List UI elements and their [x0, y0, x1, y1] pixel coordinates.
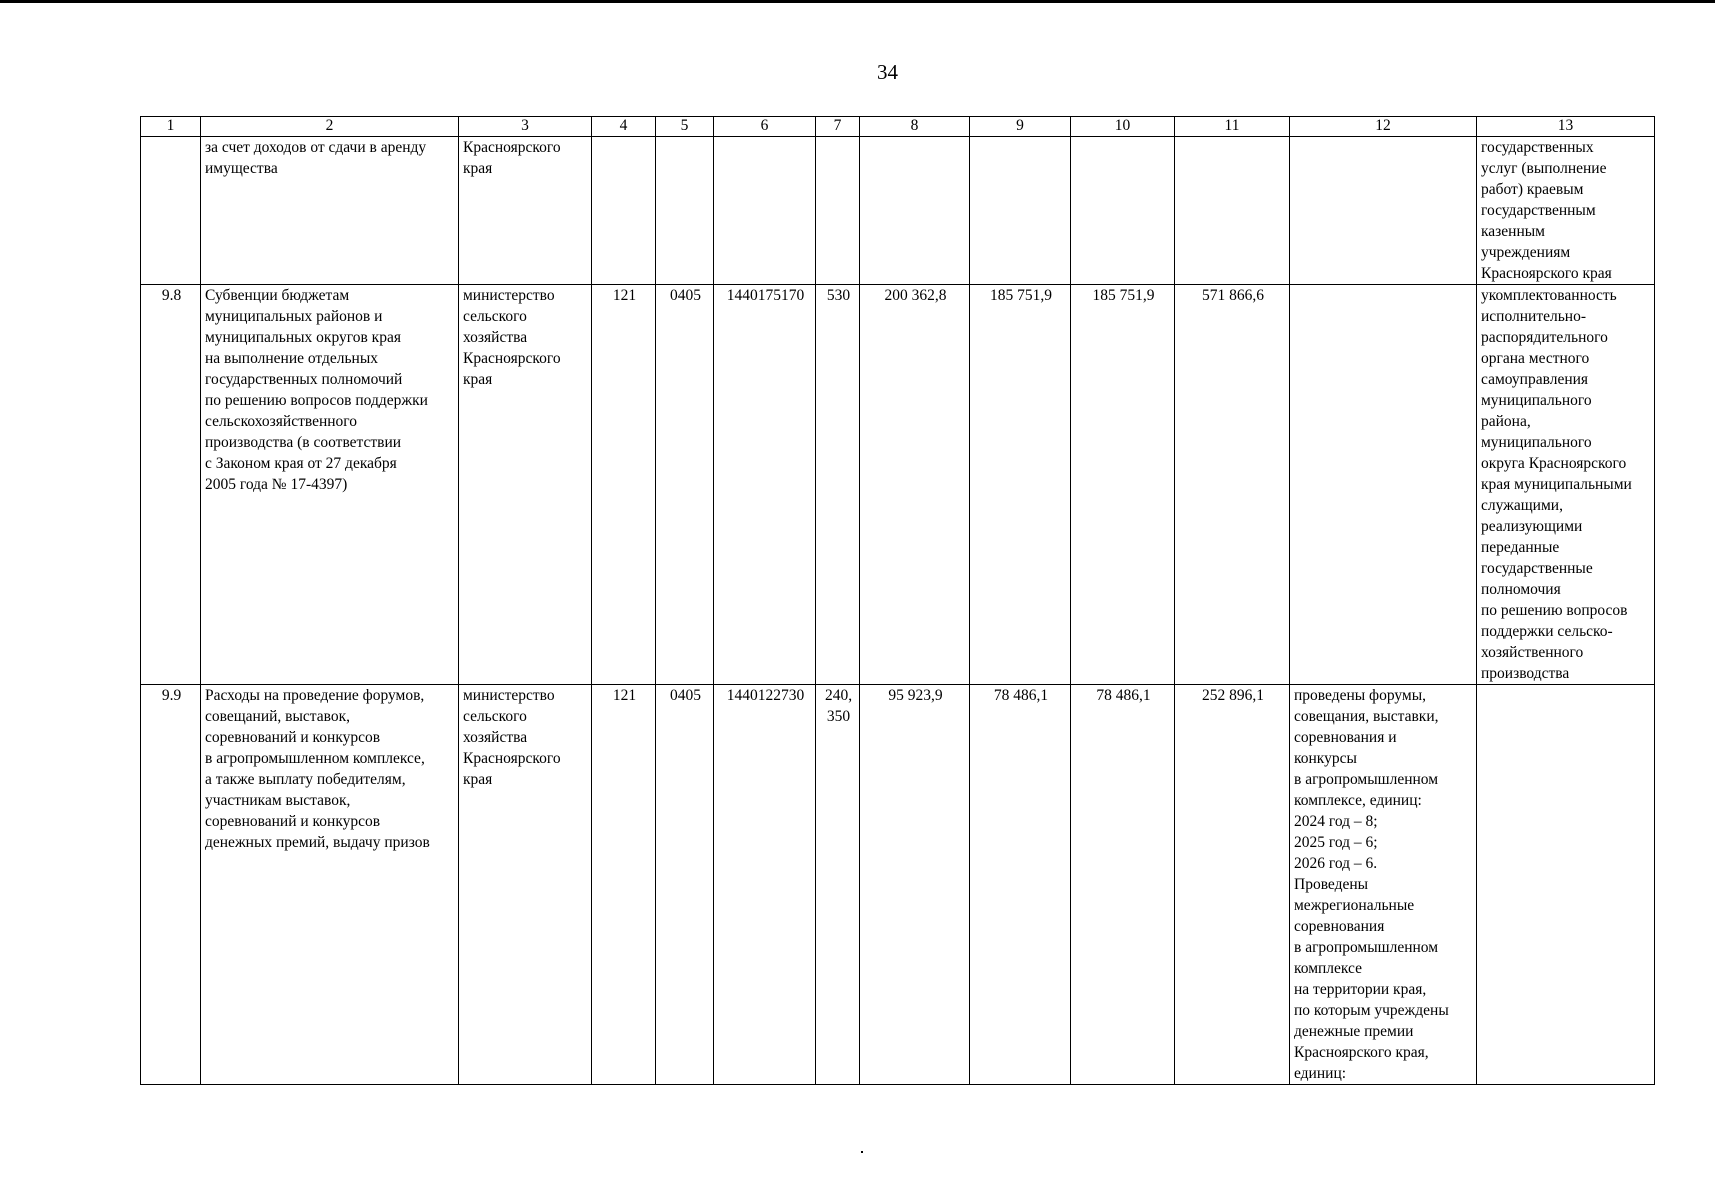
row-number-cell: 9.8	[141, 285, 201, 685]
row-number-cell: 9.9	[141, 685, 201, 1085]
amount-2026-cell: 78 486,1	[1071, 685, 1175, 1085]
indicator-cell: государственных услуг (выполнение работ) краевым государственным казенным учреждениям Красноярского края	[1477, 137, 1655, 285]
column-header: 2	[201, 117, 459, 137]
target-article-cell	[714, 137, 816, 285]
page-number: 34	[877, 60, 898, 84]
amount-2024-cell	[860, 137, 970, 285]
column-header: 9	[970, 117, 1071, 137]
indicator-cell: укомплектованность исполнительно- распорядительного органа местного самоуправления муниципального района, муниципального округа Красноярского края муниципальными служащими, реализующими переданные государственные полномочия по решению вопросов поддержки сельско- хозяйственного производства	[1477, 285, 1655, 685]
amount-2026-cell: 185 751,9	[1071, 285, 1175, 685]
column-header: 10	[1071, 117, 1175, 137]
target-article-cell: 1440122730	[714, 685, 816, 1085]
table-row	[141, 137, 1655, 285]
administrator-cell: министерство сельского хозяйства Красноярского края	[459, 285, 592, 685]
row-number-cell	[141, 137, 201, 285]
expected-result-cell: проведены форумы, совещания, выставки, соревнования и конкурсы в агропромышленном комплексе, единиц: 2024 год – 8; 2025 год – 6; 2026 год – 6. Проведены межрегиональные соревнования в агропромышленном комплексе на территории края, по которым учреждены денежные премии Красноярского края, единиц:	[1290, 685, 1477, 1085]
amount-2025-cell	[970, 137, 1071, 285]
column-header: 5	[656, 117, 714, 137]
column-header: 3	[459, 117, 592, 137]
amount-2026-cell	[1071, 137, 1175, 285]
amount-total-cell: 571 866,6	[1175, 285, 1290, 685]
grbs-code-cell: 121	[592, 685, 656, 1085]
column-header: 6	[714, 117, 816, 137]
section-code-cell	[656, 137, 714, 285]
grbs-code-cell: 121	[592, 285, 656, 685]
measure-name-cell: Расходы на проведение форумов, совещаний, выставок, соревнований и конкурсов в агропромышленном комплексе, а также выплату победителям, участникам выставок, соревнований и конкурсов денежных премий, выдачу призов	[201, 685, 459, 1085]
column-header: 12	[1290, 117, 1477, 137]
amount-2024-cell: 95 923,9	[860, 685, 970, 1085]
table-row	[141, 685, 1655, 1085]
scan-speck	[861, 1151, 863, 1153]
amount-total-cell: 252 896,1	[1175, 685, 1290, 1085]
column-header: 1	[141, 117, 201, 137]
table-row	[141, 285, 1655, 685]
column-header: 11	[1175, 117, 1290, 137]
expense-type-cell: 240, 350	[816, 685, 860, 1085]
target-article-cell: 1440175170	[714, 285, 816, 685]
section-code-cell: 0405	[656, 685, 714, 1085]
expense-type-cell: 530	[816, 285, 860, 685]
amount-2025-cell: 185 751,9	[970, 285, 1071, 685]
administrator-cell: Красноярского края	[459, 137, 592, 285]
expected-result-cell	[1290, 137, 1477, 285]
amount-total-cell	[1175, 137, 1290, 285]
budget-table	[140, 116, 1655, 1085]
column-header: 13	[1477, 117, 1655, 137]
indicator-cell	[1477, 685, 1655, 1085]
column-header: 8	[860, 117, 970, 137]
measure-name-cell: Субвенции бюджетам муниципальных районов и муниципальных округов края на выполнение отдельных государственных полномочий по решению вопросов поддержки сельскохозяйственного производства (в соответствии с Законом края от 27 декабря 2005 года № 17-4397)	[201, 285, 459, 685]
column-header: 4	[592, 117, 656, 137]
amount-2025-cell: 78 486,1	[970, 685, 1071, 1085]
section-code-cell: 0405	[656, 285, 714, 685]
expense-type-cell	[816, 137, 860, 285]
column-header: 7	[816, 117, 860, 137]
administrator-cell: министерство сельского хозяйства Красноярского края	[459, 685, 592, 1085]
page-top-border	[0, 0, 1715, 3]
measure-name-cell: за счет доходов от сдачи в аренду имущества	[201, 137, 459, 285]
amount-2024-cell: 200 362,8	[860, 285, 970, 685]
column-number-row	[141, 117, 1655, 137]
expected-result-cell	[1290, 285, 1477, 685]
grbs-code-cell	[592, 137, 656, 285]
